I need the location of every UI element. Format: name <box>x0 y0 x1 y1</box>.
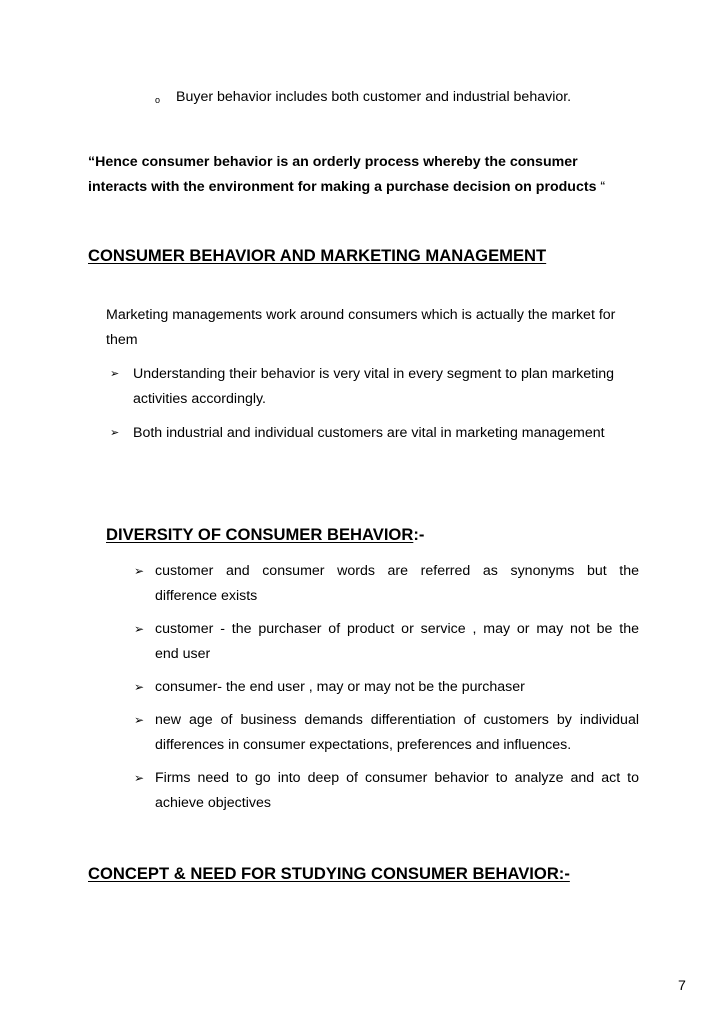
hollow-bullet-icon: o <box>155 95 161 105</box>
section2-bullet-1-line-2: difference exists <box>155 588 258 604</box>
section2-bullet-5-line-1: Firms need to go into deep of consumer behavior to analyze and act to <box>155 770 639 786</box>
arrow-bullet-icon: ➢ <box>134 564 145 578</box>
section2-bullet-1-line-1: customer and consumer words are referred as synonyms but the <box>155 563 639 579</box>
section1-intro-line-1: Marketing managements work around consumers which is actually the market for <box>106 307 616 323</box>
section2-bullet-3: consumer- the end user , may or may not be the purchaser <box>155 679 525 695</box>
arrow-bullet-icon: ➢ <box>134 771 145 785</box>
arrow-bullet-icon: ➢ <box>134 622 145 636</box>
section2-bullet-2-line-1: customer - the purchaser of product or service , may or may not be the <box>155 621 639 637</box>
quote-line-1: “Hence consumer behavior is an orderly process whereby the consumer <box>88 154 578 170</box>
quote-close-mark: “ <box>596 179 606 195</box>
section2-bullet-5-line-2: achieve objectives <box>155 795 271 811</box>
section2-bullet-4-line-1: new age of business demands differentiation of customers by individual <box>155 712 639 728</box>
heading-marketing-management: CONSUMER BEHAVIOR AND MARKETING MANAGEMENT <box>88 246 547 265</box>
arrow-bullet-icon: ➢ <box>110 368 120 380</box>
section2-bullet-4-line-2: differences in consumer expectations, preferences and influences. <box>155 737 572 753</box>
quote-line-2-text: interacts with the environment for making a purchase decision on products <box>88 179 597 195</box>
arrow-bullet-icon: ➢ <box>134 680 145 694</box>
section1-bullet-1-line-1: Understanding their behavior is very vital in every segment to plan marketing <box>133 366 615 382</box>
heading-diversity-suffix: :- <box>413 525 425 544</box>
section2-bullet-2-line-2: end user <box>155 646 211 662</box>
quote-line-2 <box>88 175 648 200</box>
top-bullet-text: Buyer behavior includes both customer and industrial behavior. <box>176 89 572 105</box>
heading-diversity <box>106 524 424 546</box>
arrow-bullet-icon: ➢ <box>110 427 120 439</box>
section1-bullet-2: Both industrial and individual customers are vital in marketing management <box>133 425 605 441</box>
section1-bullet-1-line-2: activities accordingly. <box>133 391 266 407</box>
section1-intro-line-2: them <box>106 332 138 348</box>
page-number: 7 <box>678 978 686 994</box>
heading-diversity-text: DIVERSITY OF CONSUMER BEHAVIOR <box>106 525 414 544</box>
arrow-bullet-icon: ➢ <box>134 713 145 727</box>
heading-concept-need: CONCEPT & NEED FOR STUDYING CONSUMER BEHAVIOR:- <box>88 864 570 883</box>
